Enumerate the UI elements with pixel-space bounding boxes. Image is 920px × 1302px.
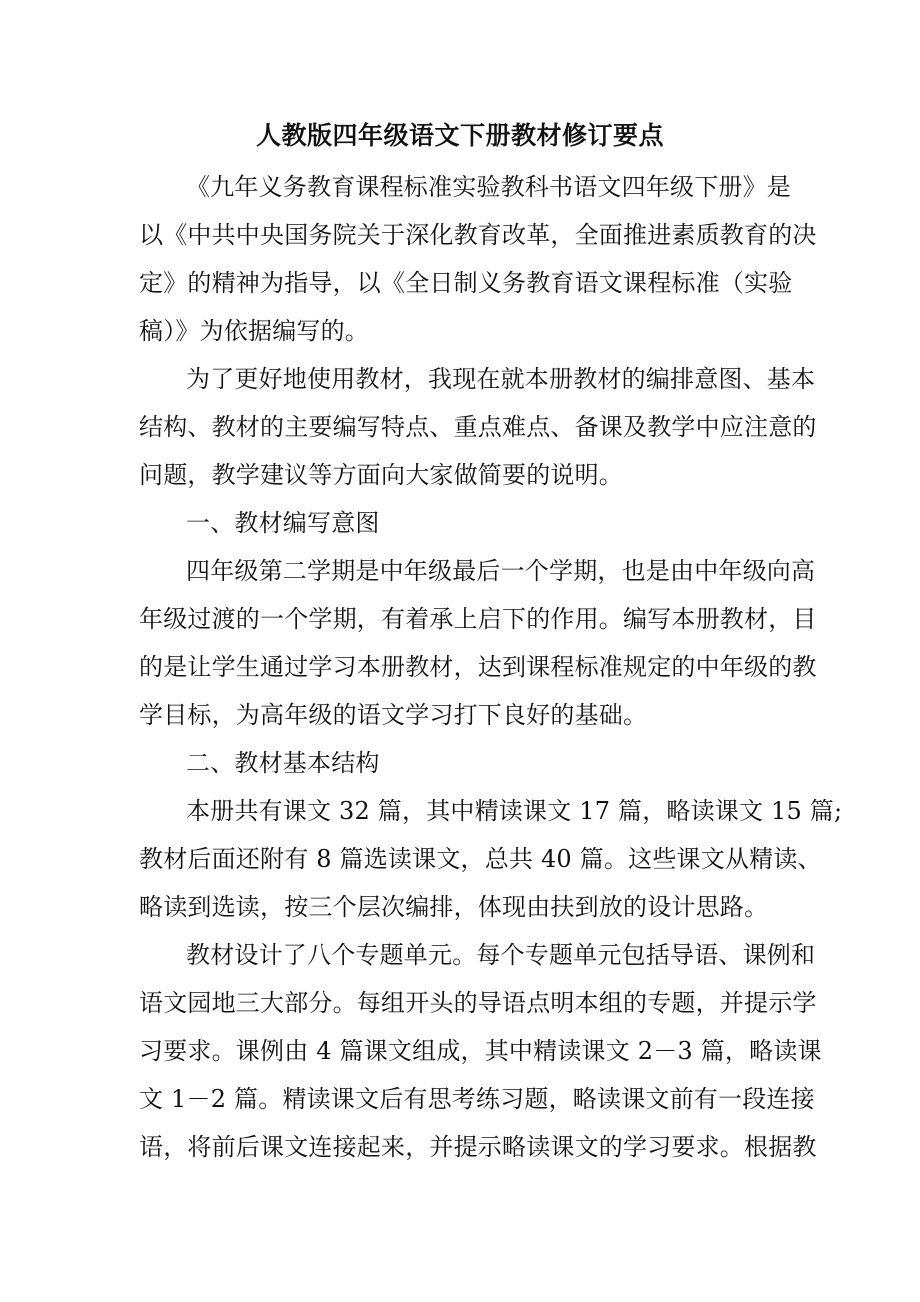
paragraph-3-line-3: 的是让学生通过学习本册教材，达到课程标准规定的中年级的教 bbox=[139, 653, 817, 681]
paragraph-1-line-3: 定》的精神为指导，以《全日制义务教育语文课程标准（实验 bbox=[139, 269, 793, 297]
paragraph-3-line-1: 四年级第二学期是中年级最后一个学期，也是由中年级向高 bbox=[186, 557, 816, 585]
paragraph-2-line-3: 问题，教学建议等方面向大家做简要的说明。 bbox=[139, 461, 623, 489]
paragraph-3-line-4: 学目标，为高年级的语文学习打下良好的基础。 bbox=[139, 701, 648, 729]
paragraph-5-line-4: 文 1－2 篇。精读课文后有思考练习题，略读课文前有一段连接 bbox=[139, 1085, 815, 1113]
paragraph-2-line-1: 为了更好地使用教材，我现在就本册教材的编排意图、基本 bbox=[186, 365, 816, 393]
document-title: 人教版四年级语文下册教材修订要点 bbox=[255, 121, 664, 150]
paragraph-3-line-2: 年级过渡的一个学期，有着承上启下的作用。编写本册教材，目 bbox=[139, 605, 817, 633]
paragraph-5-line-1: 教材设计了八个专题单元。每个专题单元包括导语、课例和 bbox=[186, 941, 816, 969]
section-heading-1: 一、教材编写意图 bbox=[186, 509, 380, 537]
paragraph-1-line-4: 稿）》为依据编写的。 bbox=[139, 317, 369, 345]
paragraph-2-line-2: 结构、教材的主要编写特点、重点难点、备课及教学中应注意的 bbox=[139, 413, 817, 441]
paragraph-1-line-1: 《九年义务教育课程标准实验教科书语文四年级下册》是 bbox=[186, 173, 791, 201]
paragraph-4-line-3: 略读到选读，按三个层次编排，体现由扶到放的设计思路。 bbox=[139, 893, 769, 921]
paragraph-4-line-2: 教材后面还附有 8 篇选读课文，总共 40 篇。这些课文从精读、 bbox=[139, 845, 822, 873]
paragraph-4-line-1: 本册共有课文 32 篇，其中精读课文 17 篇，略读课文 15 篇; bbox=[186, 797, 843, 825]
section-heading-2: 二、教材基本结构 bbox=[186, 749, 380, 777]
paragraph-5-line-2: 语文园地三大部分。每组开头的导语点明本组的专题，并提示学 bbox=[139, 989, 817, 1017]
paragraph-5-line-3: 习要求。课例由 4 篇课文组成，其中精读课文 2－3 篇，略读课 bbox=[139, 1037, 822, 1065]
paragraph-1-line-2: 以《中共中央国务院关于深化教育改革，全面推进素质教育的决 bbox=[139, 221, 817, 249]
paragraph-5-line-5: 语，将前后课文连接起来，并提示略读课文的学习要求。根据教 bbox=[139, 1133, 817, 1161]
